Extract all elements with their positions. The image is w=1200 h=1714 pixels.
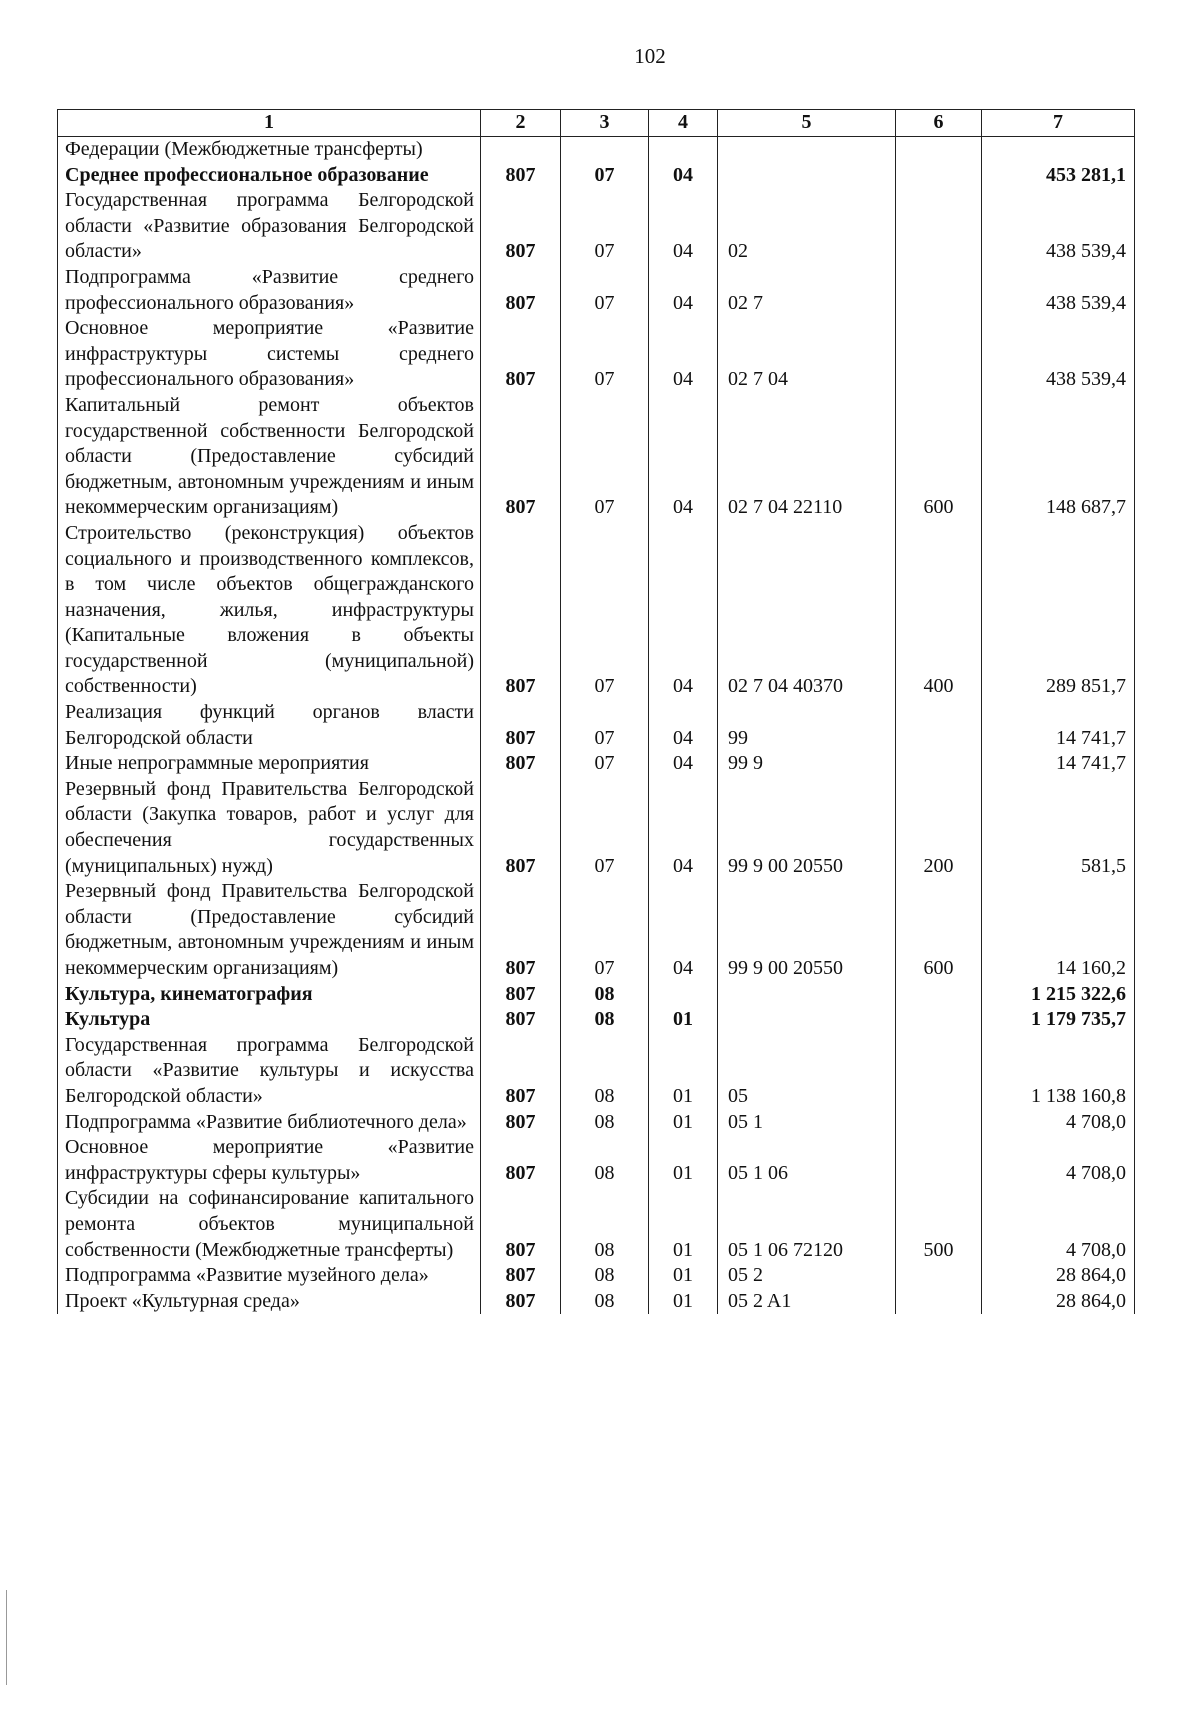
ministry-code: 807	[481, 265, 561, 316]
amount-value: 1 138 160,8	[982, 1033, 1135, 1110]
expense-type-code	[896, 1110, 982, 1136]
subsection-code: 01	[649, 1289, 718, 1315]
amount-value: 438 539,4	[982, 188, 1135, 265]
item-name: Капитальный ремонт объектов государственной собственности Белгородской области (Предоставление субсидий бюджетным, автономным учреждениям и иным некоммерческим организациям)	[58, 393, 481, 521]
target-article-code: 02 7 04 22110	[718, 393, 896, 521]
section-code: 08	[561, 982, 649, 1008]
target-article-code: 99 9 00 20550	[718, 777, 896, 879]
section-code: 07	[561, 879, 649, 981]
subsection-code: 04	[649, 751, 718, 777]
expense-type-code	[896, 751, 982, 777]
ministry-code: 807	[481, 751, 561, 777]
target-article-code: 05 2 A1	[718, 1289, 896, 1315]
expense-type-code	[896, 1263, 982, 1289]
subsection-code: 01	[649, 1263, 718, 1289]
column-header-2: 2	[481, 110, 561, 137]
table-row	[58, 188, 1135, 265]
target-article-code: 05 2	[718, 1263, 896, 1289]
item-name: Подпрограмма «Развитие музейного дела»	[58, 1263, 481, 1289]
subsection-code: 04	[649, 188, 718, 265]
item-name: Резервный фонд Правительства Белгородской области (Закупка товаров, работ и услуг для обеспечения государственных (муниципальных) нужд)	[58, 777, 481, 879]
item-name: Иные непрограммные мероприятия	[58, 751, 481, 777]
subsection-code: 04	[649, 700, 718, 751]
ministry-code: 807	[481, 1033, 561, 1110]
subsection-code: 04	[649, 879, 718, 981]
amount-value: 581,5	[982, 777, 1135, 879]
item-name: Культура	[58, 1007, 481, 1033]
expense-type-code: 600	[896, 879, 982, 981]
expense-type-code	[896, 137, 982, 163]
target-article-code: 05 1 06 72120	[718, 1186, 896, 1263]
ministry-code: 807	[481, 982, 561, 1008]
target-article-code: 02 7	[718, 265, 896, 316]
target-article-code	[718, 163, 896, 189]
subsection-code: 04	[649, 393, 718, 521]
table-row	[58, 393, 1135, 521]
item-name: Среднее профессиональное образование	[58, 163, 481, 189]
amount-value: 14 160,2	[982, 879, 1135, 981]
table-row	[58, 1289, 1135, 1315]
subsection-code: 04	[649, 163, 718, 189]
amount-value: 1 215 322,6	[982, 982, 1135, 1008]
expense-type-code	[896, 163, 982, 189]
subsection-code: 01	[649, 1186, 718, 1263]
ministry-code: 807	[481, 879, 561, 981]
target-article-code: 05 1	[718, 1110, 896, 1136]
ministry-code: 807	[481, 163, 561, 189]
target-article-code: 99 9 00 20550	[718, 879, 896, 981]
ministry-code: 807	[481, 1007, 561, 1033]
ministry-code	[481, 137, 561, 163]
section-code: 07	[561, 163, 649, 189]
amount-value: 4 708,0	[982, 1135, 1135, 1186]
table-row	[58, 521, 1135, 700]
amount-value: 28 864,0	[982, 1263, 1135, 1289]
item-name: Реализация функций органов власти Белгородской области	[58, 700, 481, 751]
expense-type-code	[896, 265, 982, 316]
section-code: 07	[561, 393, 649, 521]
subsection-code: 04	[649, 777, 718, 879]
target-article-code: 05	[718, 1033, 896, 1110]
expense-type-code	[896, 982, 982, 1008]
section-code: 08	[561, 1289, 649, 1315]
expense-type-code	[896, 1135, 982, 1186]
section-code: 08	[561, 1186, 649, 1263]
expense-type-code	[896, 188, 982, 265]
subsection-code: 01	[649, 1033, 718, 1110]
section-code: 07	[561, 700, 649, 751]
ministry-code: 807	[481, 316, 561, 393]
section-code: 08	[561, 1007, 649, 1033]
item-name: Государственная программа Белгородской области «Развитие образования Белгородской области»	[58, 188, 481, 265]
target-article-code	[718, 1007, 896, 1033]
item-name: Строительство (реконструкция) объектов социального и производственного комплексов, в том числе объектов общегражданского назначения, жилья, инфраструктуры (Капитальные вложения в объекты государственной (муниципальной) собственности)	[58, 521, 481, 700]
table-row	[58, 316, 1135, 393]
table-row	[58, 751, 1135, 777]
ministry-code: 807	[481, 521, 561, 700]
expense-type-code	[896, 700, 982, 751]
subsection-code	[649, 982, 718, 1008]
page-number: 102	[634, 44, 666, 68]
table-row	[58, 1186, 1135, 1263]
section-code: 07	[561, 521, 649, 700]
section-code: 08	[561, 1263, 649, 1289]
subsection-code	[649, 137, 718, 163]
expense-type-code: 500	[896, 1186, 982, 1263]
expense-type-code: 400	[896, 521, 982, 700]
subsection-code: 01	[649, 1135, 718, 1186]
subsection-code: 04	[649, 521, 718, 700]
expense-type-code	[896, 1289, 982, 1315]
item-name: Субсидии на софинансирование капитального ремонта объектов муниципальной собственности (Межбюджетные трансферты)	[58, 1186, 481, 1263]
table-row	[58, 1033, 1135, 1110]
table-row	[58, 137, 1135, 163]
item-name: Федерации (Межбюджетные трансферты)	[58, 137, 481, 163]
subsection-code: 04	[649, 265, 718, 316]
scan-edge-mark	[6, 1590, 7, 1685]
expense-type-code	[896, 1007, 982, 1033]
target-article-code: 02 7 04 40370	[718, 521, 896, 700]
column-header-6: 6	[896, 110, 982, 137]
column-header-3: 3	[561, 110, 649, 137]
section-code: 08	[561, 1135, 649, 1186]
ministry-code: 807	[481, 777, 561, 879]
section-code	[561, 137, 649, 163]
amount-value: 438 539,4	[982, 265, 1135, 316]
ministry-code: 807	[481, 1110, 561, 1136]
amount-value: 453 281,1	[982, 163, 1135, 189]
expense-type-code	[896, 1033, 982, 1110]
target-article-code: 02 7 04	[718, 316, 896, 393]
item-name: Проект «Культурная среда»	[58, 1289, 481, 1315]
section-code: 07	[561, 265, 649, 316]
table-row	[58, 1135, 1135, 1186]
section-code: 08	[561, 1110, 649, 1136]
amount-value: 1 179 735,7	[982, 1007, 1135, 1033]
subsection-code: 04	[649, 316, 718, 393]
item-name: Государственная программа Белгородской области «Развитие культуры и искусства Белгородской области»	[58, 1033, 481, 1110]
column-header-1: 1	[58, 110, 481, 137]
item-name: Подпрограмма «Развитие библиотечного дела»	[58, 1110, 481, 1136]
item-name: Основное мероприятие «Развитие инфраструктуры сферы культуры»	[58, 1135, 481, 1186]
amount-value: 4 708,0	[982, 1186, 1135, 1263]
section-code: 07	[561, 316, 649, 393]
item-name: Культура, кинематография	[58, 982, 481, 1008]
amount-value: 289 851,7	[982, 521, 1135, 700]
table-row	[58, 265, 1135, 316]
subsection-code: 01	[649, 1110, 718, 1136]
column-number-header	[58, 110, 1135, 137]
column-header-7: 7	[982, 110, 1135, 137]
target-article-code: 99	[718, 700, 896, 751]
table-row	[58, 1263, 1135, 1289]
ministry-code: 807	[481, 1186, 561, 1263]
expense-type-code: 600	[896, 393, 982, 521]
amount-value: 438 539,4	[982, 316, 1135, 393]
section-code: 07	[561, 188, 649, 265]
table-row	[58, 700, 1135, 751]
section-code: 08	[561, 1033, 649, 1110]
item-name: Подпрограмма «Развитие среднего профессионального образования»	[58, 265, 481, 316]
target-article-code: 99 9	[718, 751, 896, 777]
target-article-code: 05 1 06	[718, 1135, 896, 1186]
ministry-code: 807	[481, 188, 561, 265]
amount-value: 148 687,7	[982, 393, 1135, 521]
table-row	[58, 1110, 1135, 1136]
ministry-code: 807	[481, 700, 561, 751]
ministry-code: 807	[481, 1135, 561, 1186]
table-row	[58, 879, 1135, 981]
amount-value	[982, 137, 1135, 163]
subsection-code: 01	[649, 1007, 718, 1033]
item-name: Основное мероприятие «Развитие инфраструктуры системы среднего профессионального образования»	[58, 316, 481, 393]
table-row	[58, 982, 1135, 1008]
section-code: 07	[561, 751, 649, 777]
amount-value: 14 741,7	[982, 700, 1135, 751]
ministry-code: 807	[481, 393, 561, 521]
table-row	[58, 1007, 1135, 1033]
column-header-5: 5	[718, 110, 896, 137]
expense-type-code: 200	[896, 777, 982, 879]
ministry-code: 807	[481, 1263, 561, 1289]
table-row	[58, 163, 1135, 189]
table-row	[58, 777, 1135, 879]
amount-value: 28 864,0	[982, 1289, 1135, 1315]
item-name: Резервный фонд Правительства Белгородской области (Предоставление субсидий бюджетным, автономным учреждениям и иным некоммерческим организациям)	[58, 879, 481, 981]
expense-type-code	[896, 316, 982, 393]
ministry-code: 807	[481, 1289, 561, 1315]
target-article-code	[718, 982, 896, 1008]
section-code: 07	[561, 777, 649, 879]
amount-value: 14 741,7	[982, 751, 1135, 777]
column-header-4: 4	[649, 110, 718, 137]
target-article-code: 02	[718, 188, 896, 265]
budget-table	[57, 109, 1135, 1314]
amount-value: 4 708,0	[982, 1110, 1135, 1136]
target-article-code	[718, 137, 896, 163]
